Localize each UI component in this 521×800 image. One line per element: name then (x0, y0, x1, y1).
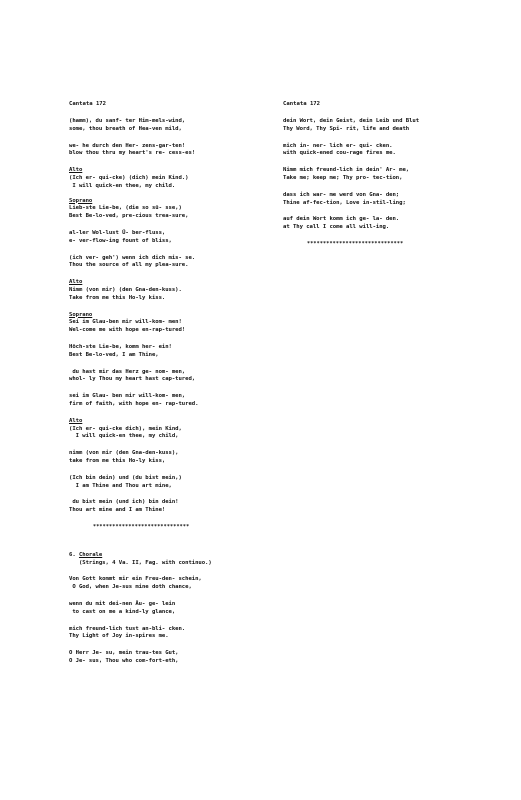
section-divider: ****************************** (93, 523, 190, 530)
verse-du-hast (69, 369, 279, 385)
german-line: Von Gott kommt mir ein Freu-den- schein, (69, 576, 202, 583)
page-header-left: Cantata 172 (69, 101, 107, 107)
chorale-verse-2 (69, 601, 279, 617)
english-line: Thine af-fec-tion, Love in-stil-ling; (283, 199, 406, 206)
verse-ich-vergeh (69, 255, 279, 271)
role-label-alto: Alto (69, 279, 83, 286)
german-line: mich in- ner- lich er- qui- cken. (283, 142, 393, 149)
english-line: Take me; keep me; Thy pro- tec-tion, (283, 174, 403, 181)
chorale-verse-1 (69, 576, 279, 592)
english-line: some, thou breath of Hea-ven mild, (69, 125, 182, 132)
german-line: dass ich war- me werd von Gna- den; (283, 191, 400, 198)
german-line: we- he durch den Her- zens-gar-ten! (69, 142, 186, 149)
verse-wehe (69, 143, 279, 159)
english-line: I will quick-en thee, my child, (69, 433, 179, 440)
chorale-verse-6 (283, 143, 473, 159)
german-line: wenn du mit dei-nen Äu- ge- lein (69, 601, 176, 608)
german-line: auf dein Wort komm ich ge- la- den. (283, 216, 400, 223)
english-line: I am Thine and Thou art mine, (69, 482, 172, 489)
right-column (283, 101, 473, 247)
chorale-verse-9 (283, 216, 473, 232)
verse-alto-1 (69, 167, 279, 190)
english-line: Thy Word, Thy Spi- rit, life and death (283, 125, 410, 132)
english-line: Thou art mine and I am Thine! (69, 507, 166, 514)
german-line: (Ich er- qui-cke) (dich) mein Kind.) (69, 174, 189, 181)
role-label-alto: Alto (69, 417, 83, 424)
english-line: O Je- sus, Thou who com-fort-eth, (69, 658, 179, 665)
german-line: (ich ver- geh') wenn ich dich mis- se. (69, 254, 196, 261)
left-column (69, 101, 279, 666)
german-line: mich freund-lich tust an-bli- cken. (69, 625, 186, 632)
german-line: dein Wort, dein Geist, dein Leib und Blut (283, 118, 420, 124)
german-line: (hamm), du sanf- ter Him-mels-wind, (69, 118, 186, 124)
chorale-number: 6. (69, 551, 79, 558)
german-line: Nimm (von mir) (den Gna-den-kuss). (69, 286, 182, 293)
chorale-instrumentation: (Strings, 4 Va. II, Fag. with continuo.) (69, 559, 212, 566)
english-line: firm of faith, with hope en- rap-tured. (69, 400, 199, 407)
page-header-right: Cantata 172 (283, 101, 321, 107)
verse-alto-3 (69, 418, 279, 441)
verse-hauche (69, 118, 279, 134)
english-line: blow thou thru my heart's re- cess-es! (69, 150, 196, 157)
german-line: du bist mein (und ich) bin dein! (69, 499, 179, 506)
chorale-verse-5 (283, 118, 473, 134)
chorale-verse-4 (69, 650, 279, 666)
verse-hoechste-liebe (69, 344, 279, 360)
role-label-alto: Alto (69, 167, 83, 174)
verse-soprano-2 (69, 312, 279, 335)
german-line: Lieb-ste Lie-be, (die so sü- sse,) (69, 205, 182, 212)
english-line: at Thy call I come all will-ing. (283, 224, 390, 231)
german-line: sei im Glau- ben mir will-kom- men, (69, 393, 186, 400)
english-line: Take from me this Ho-ly kiss. (69, 294, 166, 301)
english-line: Thy Light of Joy in-spires me. (69, 633, 169, 640)
english-line: to cast on me a kind-ly glance, (69, 608, 176, 615)
english-line: Wel-come me with hope en-rap-tured! (69, 327, 186, 334)
verse-soprano-1 (69, 198, 279, 221)
verse-alto-2 (69, 279, 279, 302)
role-label-soprano: Soprano (69, 197, 93, 204)
role-label-soprano: Soprano (69, 311, 93, 318)
chorale-verse-8 (283, 192, 473, 208)
english-line: take from me this Ho-ly kiss, (69, 457, 166, 464)
chorale-heading (69, 552, 279, 568)
german-line: Höch-ste Lie-be, komm her- ein! (69, 343, 172, 350)
verse-sei-im-glauben (69, 393, 279, 409)
english-line: e- ver-flow-ing fount of bliss, (69, 237, 172, 244)
verse-ich-bin-dein (69, 475, 279, 491)
english-line: I will quick-en thee, my child. (69, 182, 176, 189)
english-line: Best Be-lo-ved, pre-cious trea-sure, (69, 213, 189, 220)
english-line: with quick-ened cou-rage fires me. (283, 150, 396, 157)
verse-nimm (69, 450, 279, 466)
chorale-verse-3 (69, 626, 279, 642)
english-line: whol- ly Thou my heart hast cap-tured, (69, 376, 196, 383)
german-line: O Herr Je- su, mein trau-tes Gut, (69, 650, 179, 657)
english-line: Best Be-lo-ved, I am Thine, (69, 351, 159, 358)
english-line: Thou the source of all my plea-sure. (69, 262, 189, 269)
german-line: du hast mir das Herz ge- nom- men, (69, 368, 186, 375)
section-divider: ****************************** (307, 240, 404, 247)
verse-aller-wollust (69, 230, 279, 246)
chorale-verse-7 (283, 167, 473, 183)
german-line: (Ich er- qui-cke dich), mein Kind, (69, 425, 182, 432)
german-line: Nimm mich freund-lich in dein' Ar- me, (283, 167, 410, 174)
german-line: Sei im Glau-ben mir will-kom- men! (69, 319, 182, 326)
chorale-label: Chorale (78, 551, 103, 558)
german-line: (Ich bin dein) und (du bist mein,) (69, 474, 182, 481)
english-line: O God, when Je-sus mine doth chance, (69, 584, 192, 591)
verse-du-bist-mein (69, 499, 279, 515)
german-line: al-ler Wol-lust Ü- ber-fluss, (69, 229, 166, 236)
german-line: nimm (von mir (den Gna-den-kuss), (69, 450, 179, 457)
